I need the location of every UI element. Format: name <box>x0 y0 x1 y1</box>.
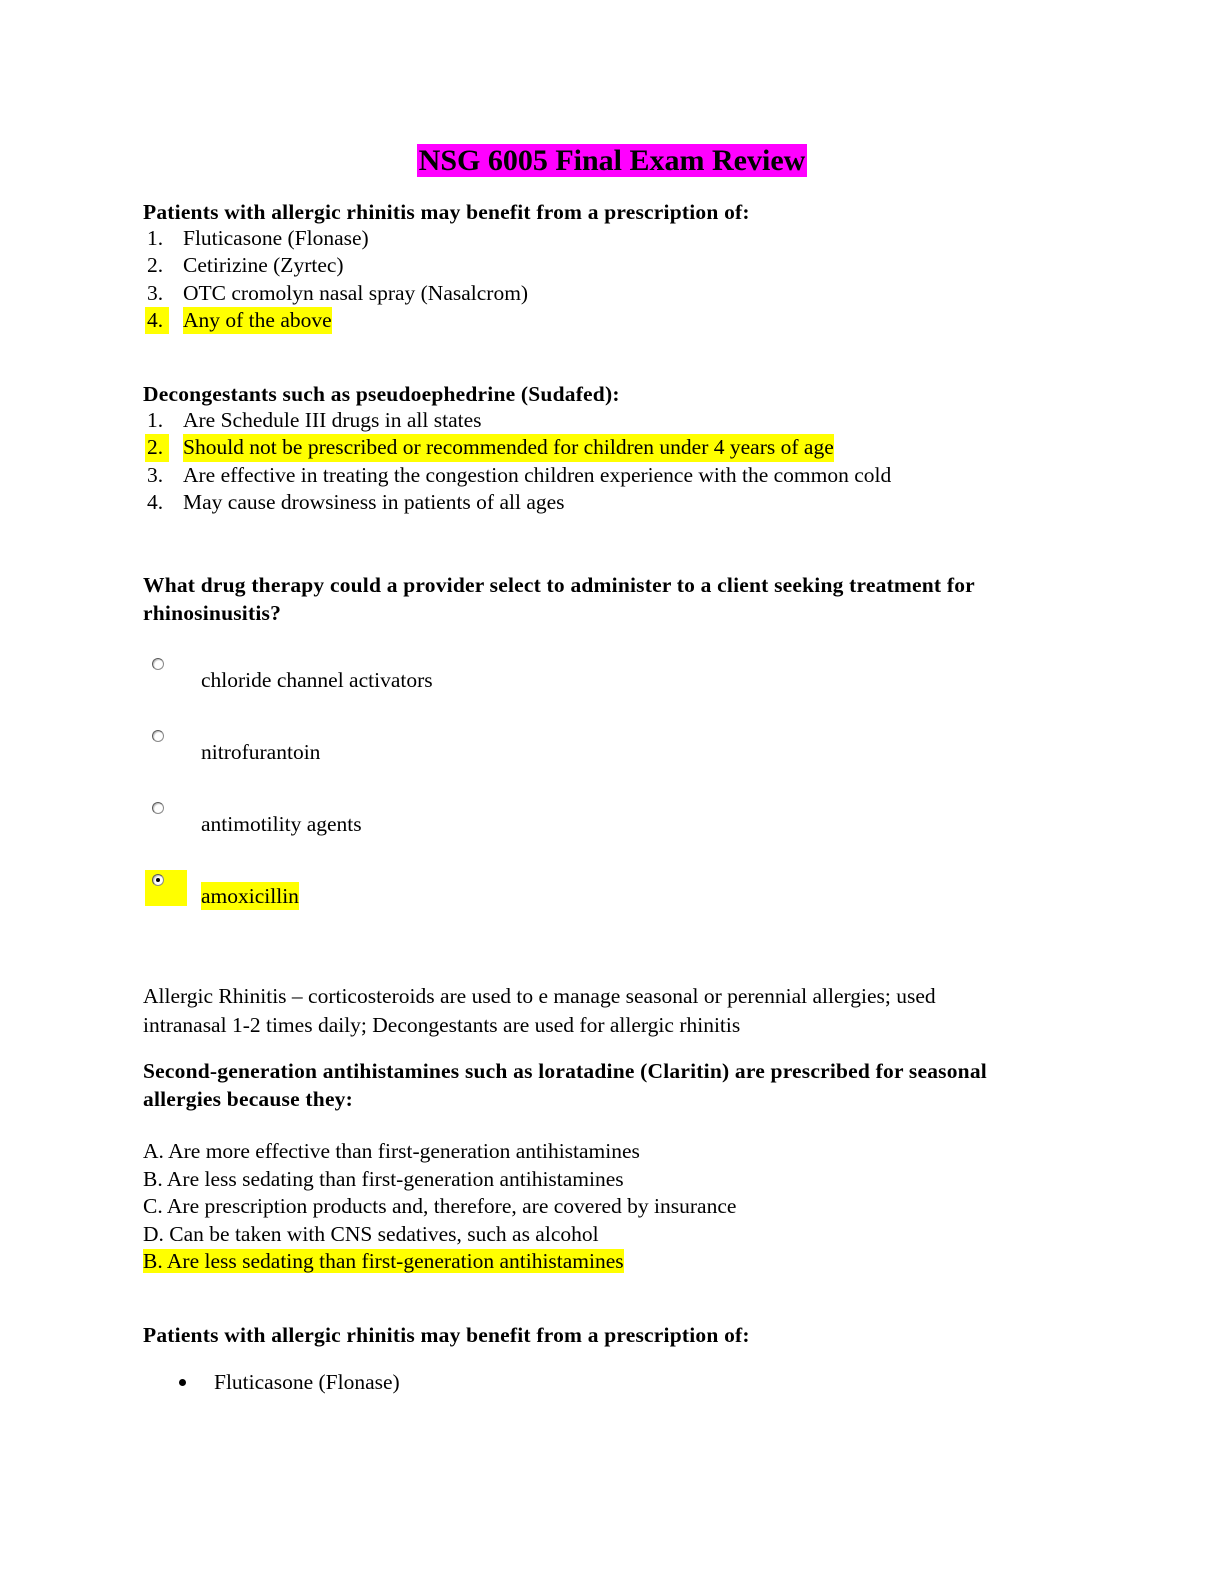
list-item <box>143 280 1083 307</box>
radio-container <box>145 726 187 762</box>
list-item: A. Are more effective than first-generation antihistamines <box>143 1139 640 1163</box>
list-item: B. Are less sedating than first-generation antihistamines <box>143 1166 624 1191</box>
list-item <box>143 462 1083 489</box>
radio-option-label: nitrofurantoin <box>201 740 321 764</box>
list-item <box>143 225 1083 252</box>
list-item: D. Can be taken with CNS sedatives, such as alcohol <box>143 1221 599 1246</box>
question-5 <box>143 1321 1083 1349</box>
list-item <box>143 252 1083 279</box>
note-line-2: intranasal 1-2 times daily; Decongestants are used for allergic rhinitis <box>143 1013 741 1037</box>
option-number: 2. <box>147 253 164 278</box>
list-item <box>143 489 1083 516</box>
answer-text: Any of the above <box>183 307 332 334</box>
question-4-options <box>143 1138 1083 1276</box>
note-line-1: Allergic Rhinitis – corticosteroids are used to e manage seasonal or perennial allergies; used <box>143 984 936 1008</box>
question-3 <box>143 571 1083 627</box>
option-text: Are effective in treating the congestion children experience with the common cold <box>183 462 892 487</box>
question-3-text-line-2: rhinosinusitis? <box>143 601 282 625</box>
bullet-icon <box>179 1379 186 1386</box>
list-item-answer <box>143 434 1083 461</box>
option-text: Fluticasone (Flonase) <box>183 226 369 250</box>
question-2-text: Decongestants such as pseudoephedrine (Sudafed): <box>143 382 620 406</box>
radio-option-3[interactable] <box>143 798 743 838</box>
radio-container <box>145 654 187 690</box>
answer-line <box>143 1248 1083 1276</box>
option-number: 4. <box>145 307 169 334</box>
page-title-text: NSG 6005 Final Exam Review <box>418 144 806 177</box>
option-number: 3. <box>147 462 164 487</box>
answer-text: B. Are less sedating than first-generation antihistamines <box>143 1249 624 1273</box>
radio-button-icon[interactable] <box>152 730 164 742</box>
radio-option-2[interactable] <box>143 726 743 766</box>
radio-container <box>145 798 187 834</box>
list-item <box>143 407 1083 434</box>
bullet-text: Fluticasone (Flonase) <box>214 1370 400 1394</box>
option-text: May cause drowsiness in patients of all ages <box>183 489 565 514</box>
option-number: 3. <box>147 280 164 305</box>
question-2-options <box>143 407 1083 516</box>
option-number: 2. <box>145 434 169 461</box>
question-1-text: Patients with allergic rhinitis may benefit from a prescription of: <box>143 200 750 224</box>
radio-button-icon[interactable] <box>152 658 164 670</box>
radio-container-highlighted <box>145 870 187 906</box>
question-2 <box>143 380 1083 516</box>
question-1 <box>143 198 1083 334</box>
question-4 <box>143 1057 1083 1113</box>
radio-option-1[interactable] <box>143 654 743 694</box>
radio-option-label-answer: amoxicillin <box>201 884 299 908</box>
option-number: 1. <box>147 226 164 250</box>
option-text: Are Schedule III drugs in all states <box>183 408 482 432</box>
list-item-answer <box>143 307 1083 334</box>
radio-button-icon[interactable] <box>152 802 164 814</box>
option-number: 1. <box>147 408 164 432</box>
question-1-options <box>143 225 1083 334</box>
radio-option-label: antimotility agents <box>201 812 362 836</box>
note-paragraph <box>143 982 1083 1040</box>
question-5-text: Patients with allergic rhinitis may benefit from a prescription of: <box>143 1323 750 1347</box>
page-title <box>0 142 1224 180</box>
radio-option-4-selected[interactable] <box>143 870 743 910</box>
answer-text: Should not be prescribed or recommended for children under 4 years of age <box>183 434 834 461</box>
bullet-list-item <box>143 1368 743 1396</box>
question-3-text-line-1: What drug therapy could a provider select to administer to a client seeking treatment for <box>143 573 975 597</box>
option-text: Cetirizine (Zyrtec) <box>183 253 344 278</box>
radio-option-label: chloride channel activators <box>201 668 433 692</box>
radio-button-checked-icon[interactable] <box>152 874 164 886</box>
question-4-text-line-1: Second-generation antihistamines such as loratadine (Claritin) are prescribed for seasonal <box>143 1059 987 1083</box>
option-number: 4. <box>147 489 164 514</box>
question-4-text-line-2: allergies because they: <box>143 1087 353 1111</box>
option-text: OTC cromolyn nasal spray (Nasalcrom) <box>183 280 529 305</box>
list-item: C. Are prescription products and, therefore, are covered by insurance <box>143 1194 737 1218</box>
